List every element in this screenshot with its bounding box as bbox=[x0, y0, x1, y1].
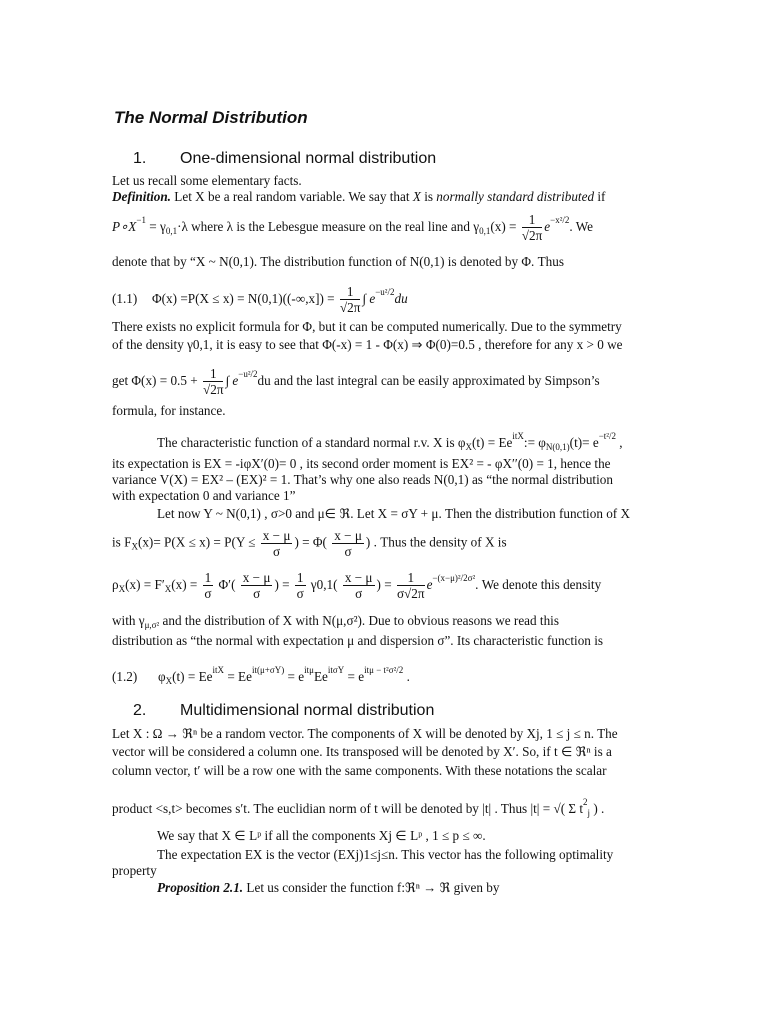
text: = e bbox=[344, 669, 365, 684]
page-title: The Normal Distribution bbox=[114, 108, 308, 127]
superscript: itμ − t²σ²/2 bbox=[364, 665, 404, 675]
text: (x) = F′ bbox=[125, 577, 165, 592]
numerator: x − μ bbox=[344, 570, 373, 586]
equation-number: (1.2) bbox=[112, 669, 138, 684]
text: (x) = bbox=[490, 219, 520, 234]
paragraph-line: its expectation is EX = -iφX′(0)= 0 , its second order moment is EX² = - φX′′(0) = 1, hence the bbox=[112, 456, 611, 471]
paragraph-line: property bbox=[112, 863, 157, 878]
numerator: 1 bbox=[340, 284, 361, 300]
text: Let X be a real random variable. We say that bbox=[170, 189, 413, 204]
text: (x)= P(X ≤ x) = P(Y ≤ bbox=[137, 534, 259, 550]
superscript: itX bbox=[212, 665, 225, 675]
definition-line bbox=[112, 189, 605, 205]
paragraph-line: distribution as “the normal with expectation μ and dispersion σ”. Its characteristic function is bbox=[112, 633, 603, 648]
text: get Φ(x) = 0.5 + bbox=[112, 373, 201, 388]
integral: ∫ e bbox=[362, 291, 376, 306]
formula-line bbox=[112, 212, 593, 243]
subscript: X bbox=[165, 676, 173, 686]
section-title: Multidimensional normal distribution bbox=[180, 702, 435, 719]
text: ) = Φ( bbox=[294, 534, 327, 550]
text: Φ(x) =P(X ≤ x) = N(0,1)((-∞,x]) = bbox=[152, 291, 338, 306]
text: is F bbox=[112, 534, 132, 550]
text: normally standard distributed bbox=[436, 189, 595, 204]
paragraph-line: There exists no explicit formula for Φ, but it can be computed numerically. Due to the symmetry bbox=[112, 319, 622, 334]
formula-line bbox=[112, 794, 604, 821]
text: du and the last integral can be easily approximated by Simpson’s bbox=[257, 373, 600, 388]
norm-formula: √( Σ t bbox=[553, 801, 584, 816]
proposition-label: Proposition 2.1. bbox=[157, 880, 244, 895]
paragraph-line: with expectation 0 and variance 1” bbox=[112, 488, 296, 503]
denominator: σ bbox=[273, 544, 281, 559]
paragraph-line: We say that X ∈ Lᵖ if all the components Xj ∈ Lᵖ , 1 ≤ p ≤ ∞. bbox=[157, 828, 486, 843]
subscript: μ,σ² bbox=[144, 620, 160, 630]
text: ) = bbox=[274, 577, 293, 592]
text: φ bbox=[158, 669, 166, 684]
equation-1-1 bbox=[112, 284, 408, 315]
numerator: 1 bbox=[203, 366, 224, 382]
paragraph-line: column vector, t′ will be a row one with the same components. With these notations the scalar bbox=[112, 763, 607, 778]
paragraph-line: denote that by “X ~ N(0,1). The distribution function of N(0,1) is denoted by Φ. Thus bbox=[112, 254, 565, 269]
text: Ee bbox=[313, 669, 328, 684]
subscript: 0,1 bbox=[165, 226, 178, 236]
text: is bbox=[420, 189, 437, 204]
text: Φ′( bbox=[215, 577, 236, 592]
paragraph-line: variance V(X) = EX² – (EX)² = 1. That’s why one also reads N(0,1) as “the normal distribution bbox=[112, 472, 613, 487]
subscript: X bbox=[131, 541, 138, 552]
text: . We bbox=[569, 219, 594, 234]
text: (t)= e bbox=[569, 435, 599, 450]
text: γ0,1( bbox=[307, 577, 338, 592]
text: . bbox=[597, 801, 605, 816]
integral: ∫ e bbox=[225, 373, 239, 388]
text: (x) = bbox=[171, 577, 201, 592]
paragraph-line: Let us recall some elementary facts. bbox=[112, 173, 302, 188]
denominator: √2π bbox=[202, 382, 224, 398]
fraction bbox=[343, 570, 375, 601]
numerator: x − μ bbox=[262, 528, 291, 543]
text: = e bbox=[284, 669, 305, 684]
text: e bbox=[426, 577, 433, 592]
text: ) = bbox=[376, 577, 395, 592]
text: product <s,t> becomes s′t. The euclidian norm of t will be denoted by |t| . Thus |t| = bbox=[112, 801, 554, 816]
denominator: σ√2π bbox=[396, 586, 425, 602]
superscript: −u²/2 bbox=[375, 287, 395, 297]
fraction bbox=[203, 570, 214, 601]
section-title: One-dimensional normal distribution bbox=[180, 150, 437, 167]
text: (t) = Ee bbox=[172, 669, 213, 684]
fraction bbox=[522, 212, 543, 243]
text: . We denote this density bbox=[475, 577, 602, 592]
formula-line bbox=[112, 570, 601, 601]
fraction bbox=[332, 528, 364, 559]
text: = Ee bbox=[224, 669, 252, 684]
fraction bbox=[397, 570, 425, 601]
subscript: 0,1 bbox=[479, 226, 491, 236]
superscript: itX bbox=[512, 431, 524, 441]
text: (t) = Ee bbox=[472, 435, 513, 450]
denominator: σ bbox=[296, 586, 304, 602]
formula-line bbox=[112, 613, 559, 633]
proposition-line bbox=[157, 880, 499, 896]
numerator: x − μ bbox=[334, 528, 362, 543]
superscript: it(μ+σY) bbox=[251, 665, 285, 675]
text: du bbox=[394, 291, 408, 306]
formula-line bbox=[157, 428, 623, 455]
section-number: 2. bbox=[133, 702, 147, 719]
denominator: σ bbox=[355, 586, 363, 602]
section-2-heading bbox=[133, 702, 434, 720]
text: Let us consider the function f:ℜⁿ → ℜ given by bbox=[243, 880, 500, 895]
text: The characteristic function of a standard normal r.v. X is φ bbox=[157, 435, 466, 450]
text: ) . Thus the density of X is bbox=[365, 534, 507, 550]
text: ·λ where λ is the Lebesgue measure on the real line and γ bbox=[177, 219, 480, 234]
text: , bbox=[616, 435, 623, 450]
subscript: X bbox=[465, 442, 472, 452]
denominator: σ bbox=[253, 586, 261, 602]
paragraph-line: The expectation EX is the vector (EXj)1≤j≤n. This vector has the following optimality bbox=[157, 847, 614, 862]
text: . bbox=[403, 669, 410, 684]
text: X bbox=[412, 189, 421, 204]
text: := φ bbox=[523, 435, 546, 450]
numerator: 1 bbox=[204, 570, 212, 586]
section-1-heading bbox=[133, 150, 436, 168]
superscript: −t²/2 bbox=[598, 431, 616, 441]
superscript: −1 bbox=[136, 215, 146, 225]
superscript: −(x−μ)²/2σ² bbox=[432, 573, 476, 583]
denominator: √2π bbox=[339, 300, 361, 316]
paragraph-line: Let X : Ω → ℜⁿ be a random vector. The components of X will be denoted by Xj, 1 ≤ j ≤ n. The bbox=[112, 726, 618, 741]
text: e bbox=[544, 219, 551, 234]
paragraph-line: vector will be considered a column one. Its transposed will be denoted by X′. So, if t ∈ ℜⁿ is a bbox=[112, 744, 612, 759]
fraction bbox=[261, 528, 293, 559]
paragraph-line: Let now Y ~ N(0,1) , σ>0 and μ∈ ℜ. Let X = σY + μ. Then the distribution function of X bbox=[157, 506, 631, 521]
superscript: itμ bbox=[304, 665, 314, 675]
superscript: −u²/2 bbox=[238, 369, 258, 379]
superscript: 2 bbox=[583, 797, 588, 807]
text: and the distribution of X with N(μ,σ²). Due to obvious reasons we read this bbox=[159, 613, 559, 628]
equation-number: (1.1) bbox=[112, 291, 138, 306]
paragraph-line: formula, for instance. bbox=[112, 403, 226, 418]
subscript: X bbox=[118, 584, 126, 594]
numerator: 1 bbox=[296, 570, 304, 586]
equation-1-2 bbox=[112, 662, 410, 689]
text: with γ bbox=[112, 613, 145, 628]
text: = γ bbox=[145, 219, 166, 234]
section-number: 1. bbox=[133, 150, 147, 167]
denominator: σ bbox=[344, 544, 352, 559]
numerator: 1 bbox=[522, 212, 543, 228]
text: ρ bbox=[112, 577, 119, 592]
text: P∘X bbox=[112, 219, 137, 234]
numerator: x − μ bbox=[242, 570, 271, 586]
subscript: N(0,1) bbox=[545, 442, 570, 452]
fraction bbox=[203, 366, 224, 397]
superscript: −x²/2 bbox=[550, 215, 570, 225]
formula-line bbox=[112, 528, 507, 559]
fraction bbox=[241, 570, 273, 601]
definition-label: Definition. bbox=[112, 189, 171, 204]
text: if bbox=[594, 189, 606, 204]
subscript: X bbox=[164, 584, 172, 594]
formula-line bbox=[112, 366, 600, 397]
numerator: 1 bbox=[397, 570, 425, 586]
subscript: j bbox=[587, 808, 591, 818]
denominator: σ bbox=[204, 586, 212, 602]
text: ) bbox=[590, 801, 598, 816]
fraction bbox=[295, 570, 306, 601]
fraction bbox=[340, 284, 361, 315]
denominator: √2π bbox=[521, 228, 543, 244]
paragraph-line: of the density γ0,1, it is easy to see that Φ(-x) = 1 - Φ(x) ⇒ Φ(0)=0.5 , therefore for any x > 0 we bbox=[112, 337, 623, 352]
superscript: itσY bbox=[327, 665, 345, 675]
